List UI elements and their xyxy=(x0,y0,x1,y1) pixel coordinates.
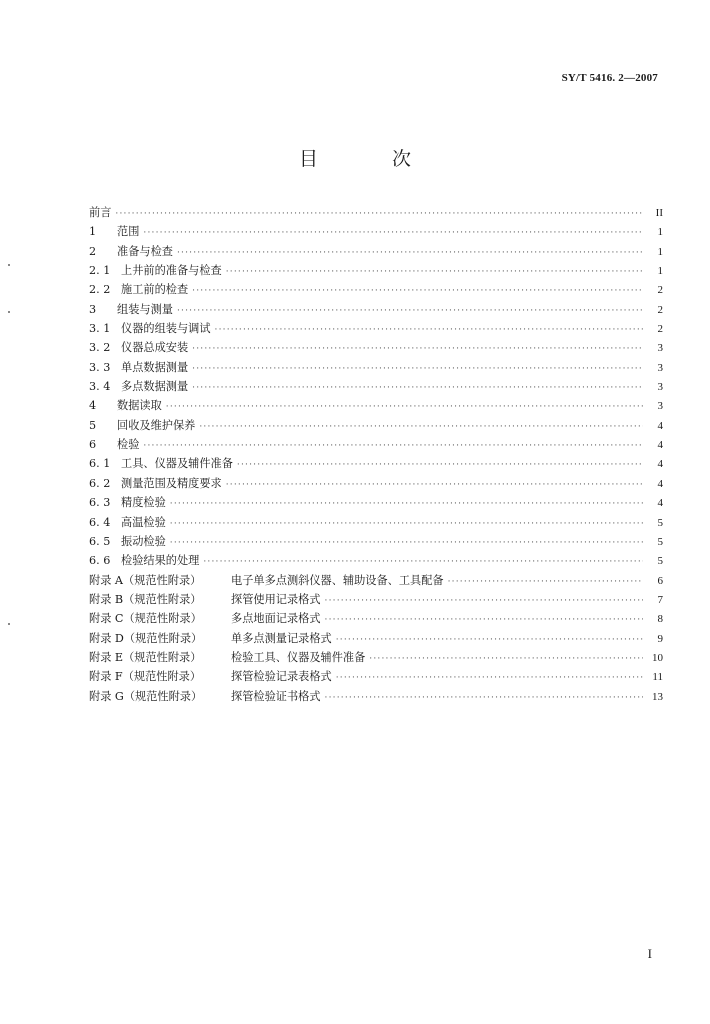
toc-page: 4 xyxy=(657,497,663,510)
toc-entry[interactable] xyxy=(89,378,663,397)
toc-page: 4 xyxy=(657,439,663,452)
toc-label: 前言 xyxy=(89,206,112,219)
page-folio: I xyxy=(647,946,652,961)
leader-dots xyxy=(369,654,643,664)
toc-page: 11 xyxy=(652,671,663,684)
toc-appendix[interactable] xyxy=(89,591,663,610)
appendix-title: 探管检验记录表格式 xyxy=(231,670,332,684)
toc-entry[interactable] xyxy=(89,281,663,300)
toc-appendix[interactable] xyxy=(89,649,663,668)
leader-dots xyxy=(143,228,643,238)
leader-dots xyxy=(336,673,643,683)
toc-label: 数据读取 xyxy=(117,399,162,413)
toc-label: 多点数据测量 xyxy=(121,380,189,394)
leader-dots xyxy=(177,306,643,316)
leader-dots xyxy=(177,248,643,258)
toc-number: 5 xyxy=(89,418,97,432)
leader-dots xyxy=(170,519,643,529)
toc-number: 1 xyxy=(89,225,97,239)
toc-page: 4 xyxy=(657,419,663,432)
toc-label: 振动检验 xyxy=(121,534,166,548)
toc-number: 2. 1 xyxy=(89,264,111,278)
toc-number: 6. 4 xyxy=(89,515,111,529)
toc-page: 1 xyxy=(657,226,663,239)
toc-page: 5 xyxy=(657,535,663,548)
appendix-title: 检验工具、仪器及辅件准备 xyxy=(231,650,366,664)
toc-number: 3. 3 xyxy=(89,360,111,374)
toc-entry[interactable] xyxy=(89,417,663,436)
leader-dots xyxy=(203,557,643,567)
toc-page: 5 xyxy=(657,555,663,568)
toc-label: 回收及维护保养 xyxy=(117,418,196,432)
appendix-title: 多点地面记录格式 xyxy=(231,612,321,626)
toc-number: 3. 4 xyxy=(89,380,111,394)
toc-label: 测量范围及精度要求 xyxy=(121,476,222,490)
toc-entry[interactable] xyxy=(89,397,663,416)
toc-label: 施工前的检查 xyxy=(121,283,189,297)
toc-label: 仪器的组装与调试 xyxy=(121,322,211,336)
toc-label: 组装与测量 xyxy=(117,302,173,316)
leader-dots xyxy=(336,635,643,645)
toc-page: 2 xyxy=(657,303,663,316)
toc-page: 2 xyxy=(657,323,663,336)
leader-dots xyxy=(448,577,643,587)
toc-appendix[interactable] xyxy=(89,688,663,707)
appendix-label: 附录 F（规范性附录） xyxy=(89,670,202,684)
toc-label: 工具、仪器及辅件准备 xyxy=(121,457,233,471)
leader-dots xyxy=(166,402,643,412)
appendix-label: 附录 A（规范性附录） xyxy=(89,573,202,587)
toc-page: 6 xyxy=(657,574,663,587)
scan-speck xyxy=(8,623,10,625)
leader-dots xyxy=(192,286,643,296)
appendix-title: 探管检验证书格式 xyxy=(231,689,321,703)
toc-page: 7 xyxy=(657,593,663,606)
toc-number: 2. 2 xyxy=(89,283,111,297)
toc-page: II xyxy=(655,207,663,219)
appendix-label: 附录 D（规范性附录） xyxy=(89,631,203,645)
leader-dots xyxy=(192,383,643,393)
toc-page: 5 xyxy=(657,516,663,529)
toc-label: 上井前的准备与检查 xyxy=(121,264,222,278)
leader-dots xyxy=(226,267,643,277)
appendix-title: 电子单多点测斜仪器、辅助设备、工具配备 xyxy=(231,573,444,587)
leader-dots xyxy=(325,615,643,625)
toc-label: 范围 xyxy=(117,225,140,239)
toc-label: 检验结果的处理 xyxy=(121,554,200,568)
table-of-contents xyxy=(89,204,663,707)
leader-dots xyxy=(215,325,643,335)
toc-entry[interactable] xyxy=(89,243,663,262)
toc-page: 3 xyxy=(657,361,663,374)
toc-appendix[interactable] xyxy=(89,668,663,687)
toc-number: 6. 3 xyxy=(89,496,111,510)
toc-number: 6. 2 xyxy=(89,476,111,490)
toc-entry[interactable] xyxy=(89,494,663,513)
appendix-label: 附录 G（规范性附录） xyxy=(89,689,203,703)
appendix-label: 附录 B（规范性附录） xyxy=(89,592,202,606)
appendix-title: 单多点测量记录格式 xyxy=(231,631,332,645)
toc-entry[interactable] xyxy=(89,552,663,571)
page-title: 目 次 xyxy=(298,148,446,170)
toc-entry[interactable] xyxy=(89,514,663,533)
toc-number: 6. 1 xyxy=(89,457,111,471)
appendix-title: 探管使用记录格式 xyxy=(231,592,321,606)
leader-dots xyxy=(192,364,643,374)
toc-number: 2 xyxy=(89,244,97,258)
toc-entry[interactable] xyxy=(89,339,663,358)
toc-page: 8 xyxy=(657,613,663,626)
toc-entry[interactable] xyxy=(89,533,663,552)
toc-number: 6. 6 xyxy=(89,554,111,568)
toc-page: 1 xyxy=(657,245,663,258)
leader-dots xyxy=(325,596,643,606)
toc-page: 2 xyxy=(657,284,663,297)
toc-page: 3 xyxy=(657,400,663,413)
toc-appendix[interactable] xyxy=(89,630,663,649)
toc-entry[interactable] xyxy=(89,320,663,339)
leader-dots xyxy=(199,422,643,432)
toc-entry[interactable] xyxy=(89,475,663,494)
appendix-label: 附录 C（规范性附录） xyxy=(89,612,202,626)
toc-entry[interactable] xyxy=(89,436,663,455)
leader-dots xyxy=(170,499,643,509)
toc-entry[interactable] xyxy=(89,262,663,281)
toc-entry[interactable] xyxy=(89,301,663,320)
toc-number: 3. 1 xyxy=(89,322,111,336)
toc-appendix[interactable] xyxy=(89,610,663,629)
toc-entry[interactable] xyxy=(89,455,663,474)
toc-number: 4 xyxy=(89,399,97,413)
scan-speck xyxy=(8,264,10,266)
appendix-label: 附录 E（规范性附录） xyxy=(89,650,202,664)
toc-page: 10 xyxy=(652,651,663,664)
toc-page: 9 xyxy=(657,632,663,645)
toc-page: 4 xyxy=(657,477,663,490)
toc-entry[interactable] xyxy=(89,223,663,242)
toc-number: 6. 5 xyxy=(89,534,111,548)
toc-entry[interactable] xyxy=(89,359,663,378)
toc-page: 1 xyxy=(657,265,663,278)
leader-dots xyxy=(192,344,643,354)
toc-appendix[interactable] xyxy=(89,572,663,591)
toc-label: 高温检验 xyxy=(121,515,166,529)
toc-number: 3 xyxy=(89,302,97,316)
toc-entry-foreword[interactable] xyxy=(89,204,663,223)
toc-page: 13 xyxy=(652,690,663,703)
toc-number: 3. 2 xyxy=(89,341,111,355)
toc-label: 精度检验 xyxy=(121,496,166,510)
toc-label: 检验 xyxy=(117,438,140,452)
leader-dots xyxy=(325,693,643,703)
scan-speck xyxy=(8,311,10,313)
toc-label: 仪器总成安装 xyxy=(121,341,189,355)
toc-label: 准备与检查 xyxy=(117,244,173,258)
toc-page: 3 xyxy=(657,381,663,394)
standard-code: SY/T 5416. 2—2007 xyxy=(561,72,658,84)
toc-number: 6 xyxy=(89,438,97,452)
toc-label: 单点数据测量 xyxy=(121,360,189,374)
toc-page: 3 xyxy=(657,342,663,355)
leader-dots xyxy=(226,480,643,490)
toc-page: 4 xyxy=(657,458,663,471)
leader-dots xyxy=(237,460,643,470)
leader-dots xyxy=(143,441,643,451)
leader-dots xyxy=(170,538,643,548)
leader-dots xyxy=(115,209,643,219)
